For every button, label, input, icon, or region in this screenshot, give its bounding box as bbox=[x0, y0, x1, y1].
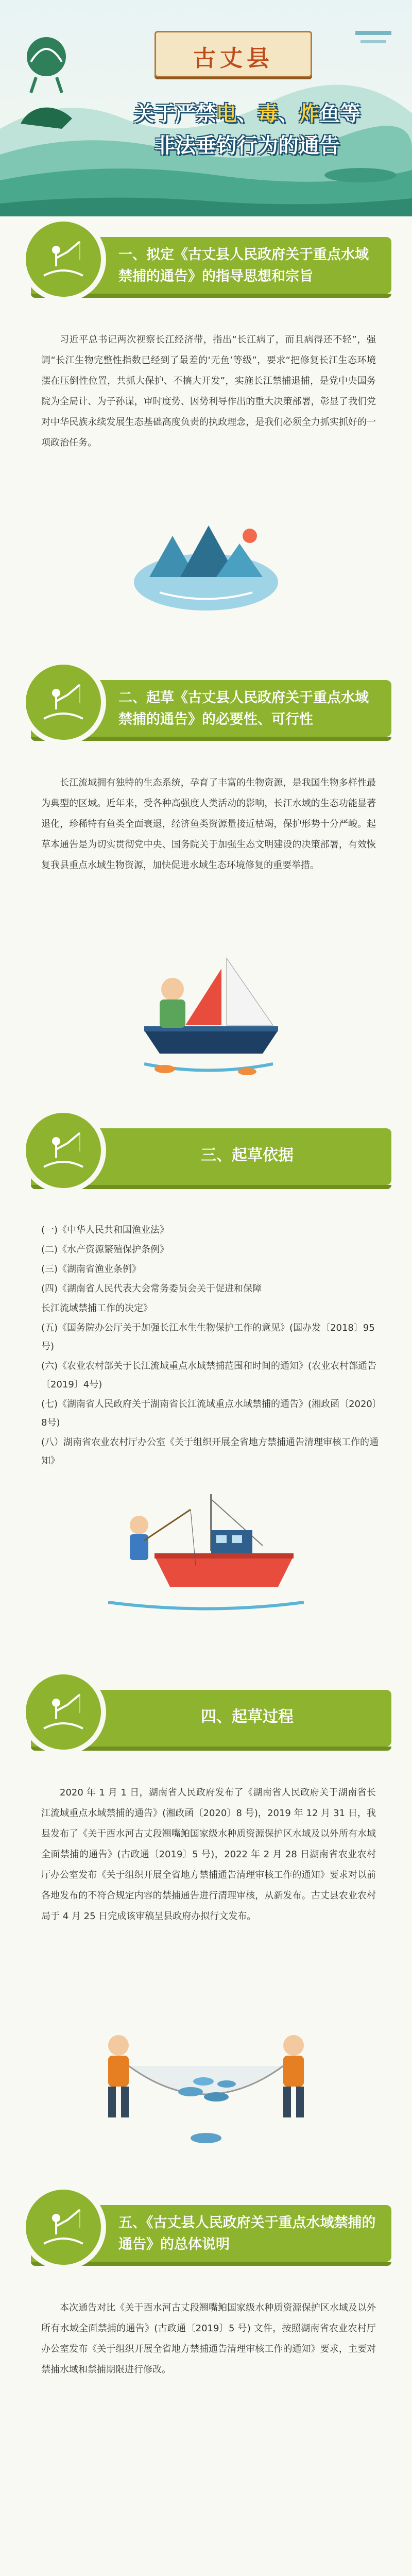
main-headline bbox=[103, 98, 391, 162]
list-item: (七)《湖南省人民政府关于湖南省长江流域重点水域禁捕的通告》(湘政函〔2020〕8号) bbox=[41, 1399, 377, 1428]
section-2-title: 二、起草《古丈县人民政府关于重点水域禁捕的通告》的必要性、可行性 bbox=[118, 690, 369, 727]
fishing-emblem bbox=[21, 216, 106, 302]
headline-part: 、 bbox=[278, 102, 299, 126]
section-2-paragraph: 长江流域拥有独特的生态系统，孕育了丰富的生物资源，是我国生物多样性最为典型的区域。近年来，受各种高强度人类活动的影响，长江水域的生态功能显著退化，珍稀特有鱼类全面衰退，经济鱼类资源量接近枯竭，保护形势十分严峻。起草本通告是为切实贯彻党中央、国务院关于加强生态文明建设的决策部署，有效恢复我县重点水域生物资源，加快促进水域生态环境修复的重要举措。 bbox=[41, 777, 376, 871]
list-item: 长江流域禁捕工作的决定》 bbox=[41, 1303, 152, 1314]
fisherman-boat-illustration bbox=[124, 948, 294, 1082]
headline-line1 bbox=[103, 98, 391, 130]
section-1-paragraph: 习近平总书记两次视察长江经济带，指出“长江病了，而且病得还不轻”，强调“长江生物完整性指数已经到了最差的‘无鱼’等级”，要求“把修复长江生态环境摆在压倒性位置，共抓大保护、不搞大开发”，实施长江禁捕退捕，是党中央国务院为全局计、为子孙谋，审时度势、因势利导作出的重大决策部署，彰显了我们党对中华民族永续发展生态基础高度负责的执政理念，是我们必须全力抓实抓好的一项政治任务。 bbox=[41, 334, 376, 448]
river-mountain-illustration bbox=[129, 515, 283, 618]
list-item: (六)《农业农村部关于长江流域重点水域禁捕范围和时间的通知》(农业农村部通告〔2019〕4号) bbox=[41, 1361, 377, 1390]
section-5-paragraph: 本次通告对比《关于酉水河古丈段翘嘴鲌国家级水种质资源保护区水域及以外所有水域全面禁捕的通告》(古政通〔2019〕5 号) 文件，按照湖南省农业农村厅办公室发布《关于组织开展全省地方禁捕通告清理审核工作的通知》要求，主要对禁捕水域和禁捕期限进行修改。 bbox=[41, 2302, 376, 2375]
section-5-title: 五、《古丈县人民政府关于重点水域禁捕的通告》的总体说明 bbox=[118, 2215, 376, 2252]
section-3-title: 三、起草依据 bbox=[201, 1146, 294, 1164]
fishing-emblem bbox=[21, 1108, 106, 1193]
county-title-plaque bbox=[154, 31, 312, 77]
section-5-body bbox=[41, 2298, 376, 2380]
section-4-banner bbox=[21, 1669, 391, 1755]
list-item: (八）湖南省农业农村厅办公室《关于组织开展全省地方禁捕通告清理审核工作的通知》 bbox=[41, 1437, 379, 1466]
section-5-banner bbox=[21, 2184, 391, 2270]
headline-part: 、 bbox=[237, 102, 258, 126]
section-1-body bbox=[41, 330, 376, 453]
fisherman-icon bbox=[39, 677, 88, 727]
section-4-body bbox=[41, 1783, 376, 1927]
headline-highlight: 电 bbox=[216, 102, 237, 126]
fishing-emblem bbox=[21, 659, 106, 745]
fisherman-icon bbox=[39, 1687, 88, 1737]
section-3-banner bbox=[21, 1108, 391, 1193]
county-name: 古丈县 bbox=[193, 45, 273, 72]
section-4-title: 四、起草过程 bbox=[201, 1708, 294, 1726]
list-item: (一)《中华人民共和国渔业法》 bbox=[41, 1225, 169, 1235]
list-item: (四)《湖南省人民代表大会常务委员会关于促进和保障 bbox=[41, 1283, 262, 1294]
fishing-emblem bbox=[21, 2184, 106, 2270]
headline-line2: 非法垂钓行为的通告 bbox=[154, 134, 340, 158]
headline-highlight: 炸 bbox=[299, 102, 319, 126]
list-item: (五)《国务院办公厅关于加强长江水生生物保护工作的意见》(国办发〔2018〕95号) bbox=[41, 1323, 375, 1352]
section-4-paragraph: 2020 年 1 月 1 日，湖南省人民政府发布了《湖南省人民政府关于湖南省长江流域重点水域禁捕的通告》(湘政函〔2020〕8 号)，2019 年 12 月 31 日，我县发布了《关于酉水河古丈段翘嘴鲌国家级水种质资源保护区水域及以外所有水域全面禁捕的通告》(古政通〔2019〕5 号)，2022 年 2 月 28 日湖南省农业农村厅办公室发布《关于组织开展全省地方禁捕通告清理审核工作的通知》要求对以前各地发布的不符合规定内容的禁捕通告进行清理审核，从新发布。古丈县农业农村局于 4 月 25 日完成该审稿呈县政府办拟行文发布。 bbox=[41, 1787, 376, 1922]
fisherman-icon bbox=[39, 1126, 88, 1175]
section-1-title: 一、拟定《古丈县人民政府关于重点水域禁捕的通告》的指导思想和宗旨 bbox=[118, 247, 369, 284]
section-2-banner bbox=[21, 659, 391, 745]
basis-list bbox=[41, 1221, 381, 1471]
headline-highlight: 毒 bbox=[258, 102, 278, 126]
list-item: (三)《湖南省渔业条例》 bbox=[41, 1264, 142, 1275]
hero-banner bbox=[0, 0, 412, 216]
headline-part: 鱼等 bbox=[319, 102, 360, 126]
list-item: (二)《水产资源繁殖保护条例》 bbox=[41, 1244, 169, 1255]
headline-part: 关于严禁 bbox=[134, 102, 216, 126]
fisherman-icon bbox=[39, 2202, 88, 2252]
ship-illustration bbox=[93, 2566, 319, 2576]
fish-net-illustration bbox=[98, 2020, 314, 2154]
section-2-body bbox=[41, 773, 376, 876]
fisherman-icon bbox=[39, 234, 88, 284]
fishing-emblem bbox=[21, 1669, 106, 1755]
fishing-trawler-illustration bbox=[108, 1489, 304, 1623]
section-1-banner bbox=[21, 216, 391, 302]
